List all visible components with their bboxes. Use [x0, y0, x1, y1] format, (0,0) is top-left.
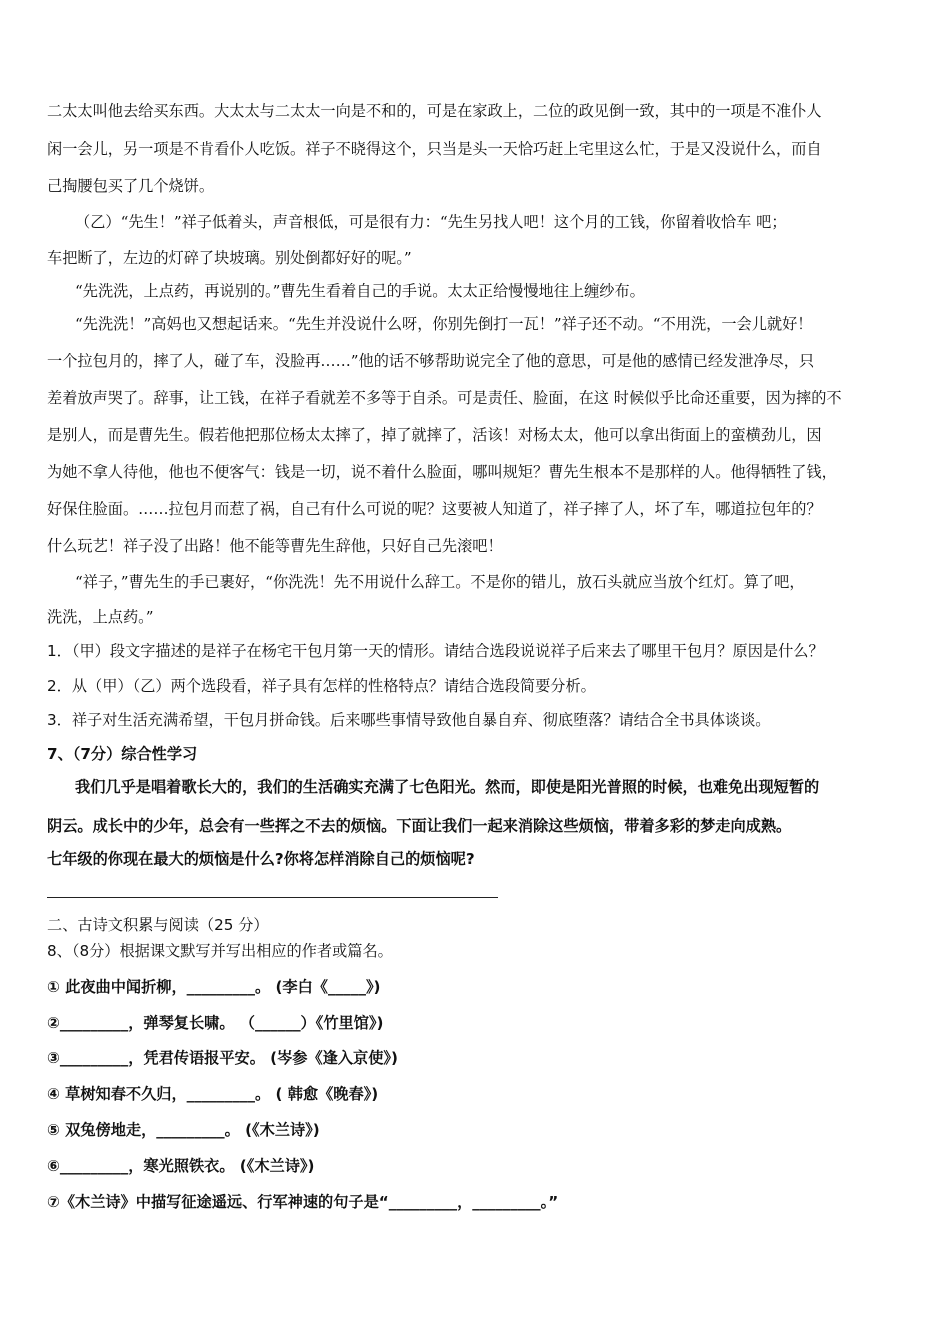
q8-item-6: ⑥_________，寒光照铁衣。 (《木兰诗》)	[47, 1157, 315, 1175]
q7-heading: 7、（7分）综合性学习	[47, 745, 198, 763]
q8-item-7: ⑦《木兰诗》中描写征途遥远、行军神速的句子是“_________，_________。”	[47, 1193, 559, 1211]
passage-line: 洗洗，上点药。”	[47, 608, 154, 626]
passage-line: 为她不拿人待他，他也不便客气：钱是一切，说不着什么脸面，哪叫规矩？曹先生根本不是那样的人。他得牺牲了钱，	[47, 463, 837, 481]
q8-heading: 8、（8分）根据课文默写并写出相应的作者或篇名。	[47, 942, 393, 960]
q8-item-2: ②_________，弹琴复长啸。 （______）《竹里馆》)	[47, 1014, 384, 1032]
passage-line: 己掏腰包买了几个烧饼。	[47, 177, 215, 195]
passage-line: 车把断了，左边的灯碎了块坡璃。别处倒都好好的呢。”	[47, 249, 412, 267]
passage-line: 什么玩艺！祥子没了出路！他不能等曹先生辞他，只好自己先滚吧！	[47, 537, 503, 555]
passage-line: 二太太叫他去给买东西。大太太与二太太一向是不和的，可是在家政上，二位的政见倒一致，其中的一项是不准仆人	[47, 102, 822, 120]
passage-line: 好保住脸面。……拉包月而惹了祸，自己有什么可说的呢？这要被人知道了，祥子摔了人，坏了车，哪道拉包年的？	[47, 500, 822, 518]
q8-item-3: ③_________，凭君传语报平安。 (岑参《逢入京使》)	[47, 1049, 398, 1067]
q7-question: 七年级的你现在最大的烦恼是什么?你将怎样消除自己的烦恼呢?	[47, 850, 475, 868]
q7-intro-line: 我们几乎是唱着歌长大的，我们的生活确实充满了七色阳光。然而，即使是阳光普照的时候，也难免出现短暂的	[75, 778, 820, 796]
passage-line: 一个拉包月的，摔了人，碰了车，没脸再……”他的话不够帮助说完全了他的意思，可是他的感情已经发泄净尽，只	[47, 352, 815, 370]
q8-item-1: ① 此夜曲中闻折柳，_________。 (李白《_____》)	[47, 978, 381, 996]
passage-line: 是别人，而是曹先生。假若他把那位杨太太摔了，掉了就摔了，活该！对杨太太，他可以拿出街面上的蛮横劲儿，因	[47, 426, 822, 444]
passage-line: 差着放声哭了。辞事，让工钱，在祥子看就差不多等于自杀。可是责任、脸面，在这 时候似乎比命还重要，因为摔的不	[47, 389, 842, 407]
question-2: 2．从（甲）（乙）两个选段看，祥子具有怎样的性格特点？请结合选段简要分析。	[47, 677, 596, 695]
q7-intro-line: 阴云。成长中的少年，总会有一些挥之不去的烦恼。下面让我们一起来消除这些烦恼，带着多彩的梦走向成熟。	[47, 817, 792, 835]
question-1: 1．（甲）段文字描述的是祥子在杨宅干包月第一天的情形。请结合选段说说祥子后来去了哪里干包月？原因是什么？	[47, 642, 824, 660]
passage-line: 闲一会儿，另一项是不肯看仆人吃饭。祥子不晓得这个，只当是头一天恰巧赶上宅里这么忙，于是又没说什么，而自	[47, 140, 822, 158]
passage-line: “先洗洗，上点药，再说别的。”曹先生看着自己的手说。太太正给慢慢地往上缠纱布。	[75, 282, 645, 300]
answer-line	[47, 897, 498, 898]
passage-line: “先洗洗！”高妈也又想起话来。“先生并没说什么呀，你别先倒打一瓦！”祥子还不动。“不用洗，一会儿就好！	[75, 315, 813, 333]
passage-line: “祥子，”曹先生的手已裹好，“你洗洗！先不用说什么辞工。不是你的错儿，放石头就应当放个红灯。算了吧，	[75, 573, 805, 591]
passage-line: （乙）“先生！”祥子低着头，声音根低，可是很有力：“先生另找人吧！这个月的工钱，你留着收恰车 吧；	[75, 213, 787, 231]
question-3: 3．祥子对生活充满希望，干包月拼命钱。后来哪些事情导致他自暴自弃、彻底堕落？请结合全书具体谈谈。	[47, 711, 771, 729]
q8-item-5: ⑤ 双兔傍地走，_________。 (《木兰诗》)	[47, 1121, 320, 1139]
q8-item-4: ④ 草树知春不久归，_________。 ( 韩愈《晚春》)	[47, 1085, 379, 1103]
section-heading: 二、古诗文积累与阅读（25 分）	[47, 916, 269, 934]
